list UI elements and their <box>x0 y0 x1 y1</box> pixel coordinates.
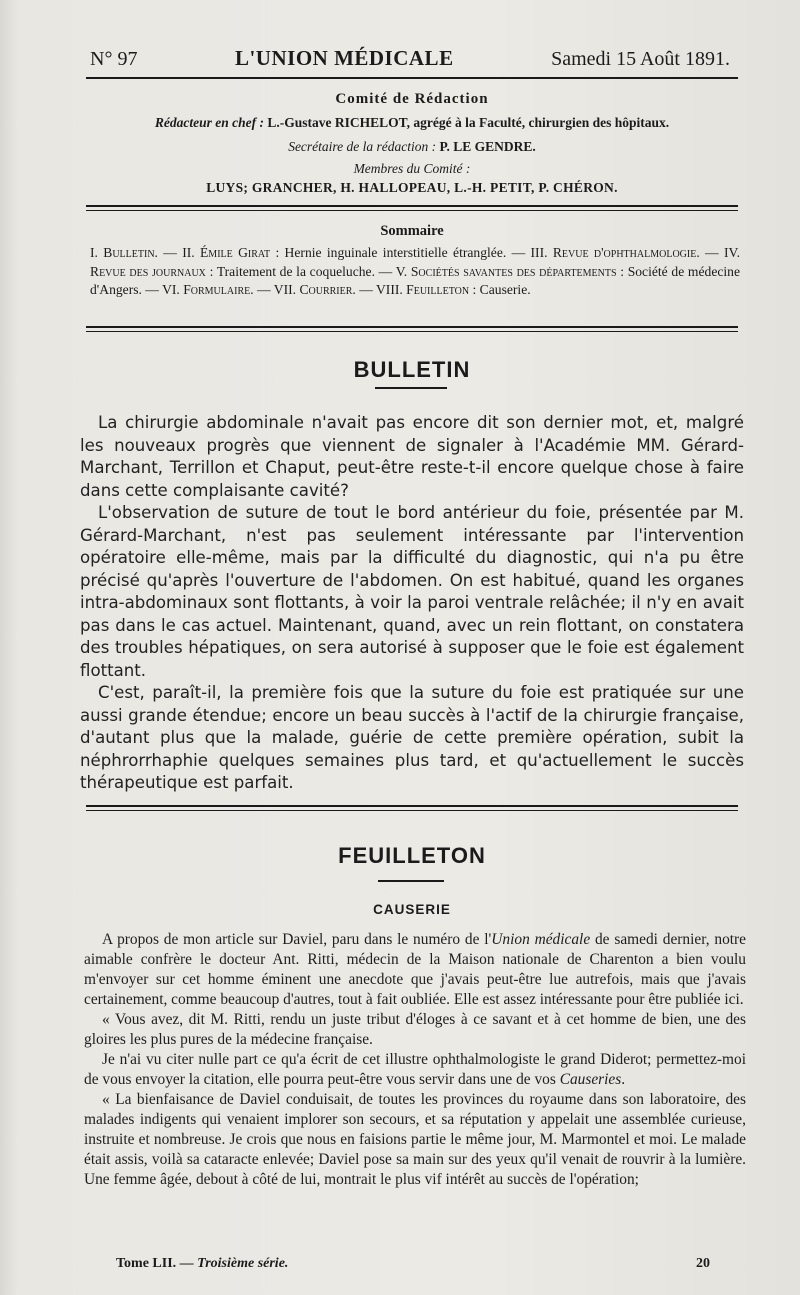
comite-rule-2 <box>86 210 738 211</box>
union-medicale-title: Union médicale <box>491 931 591 948</box>
bulletin-paragraph: C'est, paraît-il, la première fois que la suture du foie est pratiquée sur une aussi grande étendue; encore un beau succès à l'actif de la chirurgie française, d'autant plus que la malade, guérie de cette première opération, subit la néphrorrhaphie quelques semaines plus tard, et qu'actuellement le succès thérapeutique est parfait. <box>80 683 744 792</box>
page-footer <box>116 1256 710 1272</box>
feuilleton-paragraph: « La bienfaisance de Daviel conduisait, de toutes les provinces du royaume dans son laboratoire, des malades indigents qui venaient implorer son secours, et sa réputation y appelait une assemblée curieuse, instruite et nombreuse. Je crois que nous en faisions partie le même jour, M. Marmontel et moi. Le malade était assis, voilà sa cataracte enlevée; Daviel pose sa main sur des yeux qu'il venait de rouvrir à la lumière. Une femme âgée, debout à côté de lui, montrait le plus vif intérêt au succès de l'opération; <box>84 1091 746 1188</box>
issue-date: Samedi 15 Août 1891. <box>551 48 730 70</box>
bulletin-text <box>80 412 744 795</box>
feuilleton-paragraph: Je n'ai vu citer nulle part ce qu'a écrit de cet illustre ophthalmologiste le grand Diderot; permettez-moi de vous envoyer la citation, elle pourra peut-être vous servir dans une de vos Causeries. <box>84 1051 746 1088</box>
bulletin-heading-rule <box>375 387 447 389</box>
bulletin-paragraph: L'observation de suture de tout le bord antérieur du foie, présentée par M. Gérard-Marchant, n'est pas seulement intéressante par l'intervention opératoire elle-même, mais par la difficulté du diagnostic, qui n'a pu être précisé qu'après l'ouverture de l'abdomen. On est habitué, quand les organes intra-abdominaux sont flottants, à voir la paroi ventrale relâchée; il n'y en avait pas dans le cas actuel. Maintenant, quand, avec un rein flottant, on constatera des troubles hépatiques, on sera autorisé à supposer que le foie est également flottant. <box>80 503 744 680</box>
page-number: 20 <box>696 1256 710 1271</box>
causerie-heading: CAUSERIE <box>373 902 451 917</box>
sommaire-title: Sommaire <box>380 223 444 239</box>
sommaire-list: I. Bulletin. — II. Émile Girat : Hernie inguinale interstitielle étranglée. — III. Revue d'ophthalmologie. — IV. Revue des journaux : Traitement de la coqueluche. — V. Sociétés savantes des départements : Société de médecine d'Angers. — VI. Formulaire. — VII. Courrier. — VIII. Feuilleton : Causerie. <box>90 245 740 297</box>
sommaire-item-label: Bulletin <box>103 245 155 260</box>
membres-label-line <box>86 161 738 177</box>
redacteur-label: Rédacteur en chef : <box>154 115 264 130</box>
sommaire-rule-2 <box>86 331 738 332</box>
comite-rule-1 <box>86 205 738 207</box>
tome-info: Tome LII. — Troisième série. <box>116 1256 289 1271</box>
sommaire-item-label: Émile Girat <box>200 245 271 260</box>
redacteur-line <box>86 115 738 131</box>
causeries-title: Causeries <box>559 1071 622 1088</box>
secretaire-value: P. LE GENDRE. <box>436 139 536 154</box>
feuilleton-paragraph: « Vous avez, dit M. Ritti, rendu un juste tribut d'éloges à ce savant et à cet homme de bien, une des gloires les plus pures de la médecine française. <box>84 1011 746 1048</box>
redacteur-value: L.-Gustave RICHELOT, agrégé à la Faculté, chirurgien des hôpitaux. <box>263 115 670 130</box>
feuilleton-heading-rule <box>378 880 444 882</box>
journal-title: L'UNION MÉDICALE <box>234 46 454 70</box>
bulletin-heading: BULLETIN <box>353 357 471 382</box>
secretaire-line <box>86 139 738 155</box>
secretaire-label: Secrétaire de la rédaction : <box>288 139 437 154</box>
sommaire-rule-1 <box>86 326 738 328</box>
masthead <box>90 46 730 71</box>
comite-title: Comité de Rédaction <box>335 91 489 107</box>
sommaire-item-label: Revue d'ophthalmologie <box>552 245 697 260</box>
issue-number: N° 97 <box>90 48 138 70</box>
sommaire-item-label: Formulaire <box>183 282 251 297</box>
sommaire-item-label: Sociétés savantes des départements <box>410 263 617 279</box>
feuilleton-text <box>84 930 746 1190</box>
membres-label: Membres du Comité : <box>353 161 471 176</box>
feuilleton-rule-1 <box>86 805 738 807</box>
feuilleton-rule-2 <box>86 810 738 811</box>
masthead-rule <box>86 77 738 79</box>
sommaire-item-label: Revue des journaux <box>90 263 206 279</box>
sommaire-item-label: Feuilleton <box>406 282 470 297</box>
feuilleton-paragraph: A propos de mon article sur Daviel, paru dans le numéro de l'Union médicale de samedi dernier, notre aimable confrère le docteur Ant. Ritti, médecin de la Maison nationale de Charenton a bien voulu m'envoyer sur cet homme éminent une anecdote que j'avais peut-être lue autrefois, mais que j'avais certainement, comme beaucoup d'autres, tout à fait oubliée. Elle est assez intéressante pour être publiée ici. <box>84 931 746 1008</box>
feuilleton-heading: FEUILLETON <box>338 843 486 868</box>
sommaire-item-label: Courrier <box>299 282 353 297</box>
bulletin-paragraph: La chirurgie abdominale n'avait pas encore dit son dernier mot, et, malgré les nouveaux progrès que viennent de signaler à l'Académie MM. Gérard-Marchant, Terrillon et Chaput, peut-être reste-t-il encore quelque chose à faire dans cette complaisante cavité? <box>80 413 744 500</box>
membres-value: LUYS; GRANCHER, H. HALLOPEAU, L.-H. PETIT, P. CHÉRON. <box>206 180 618 195</box>
